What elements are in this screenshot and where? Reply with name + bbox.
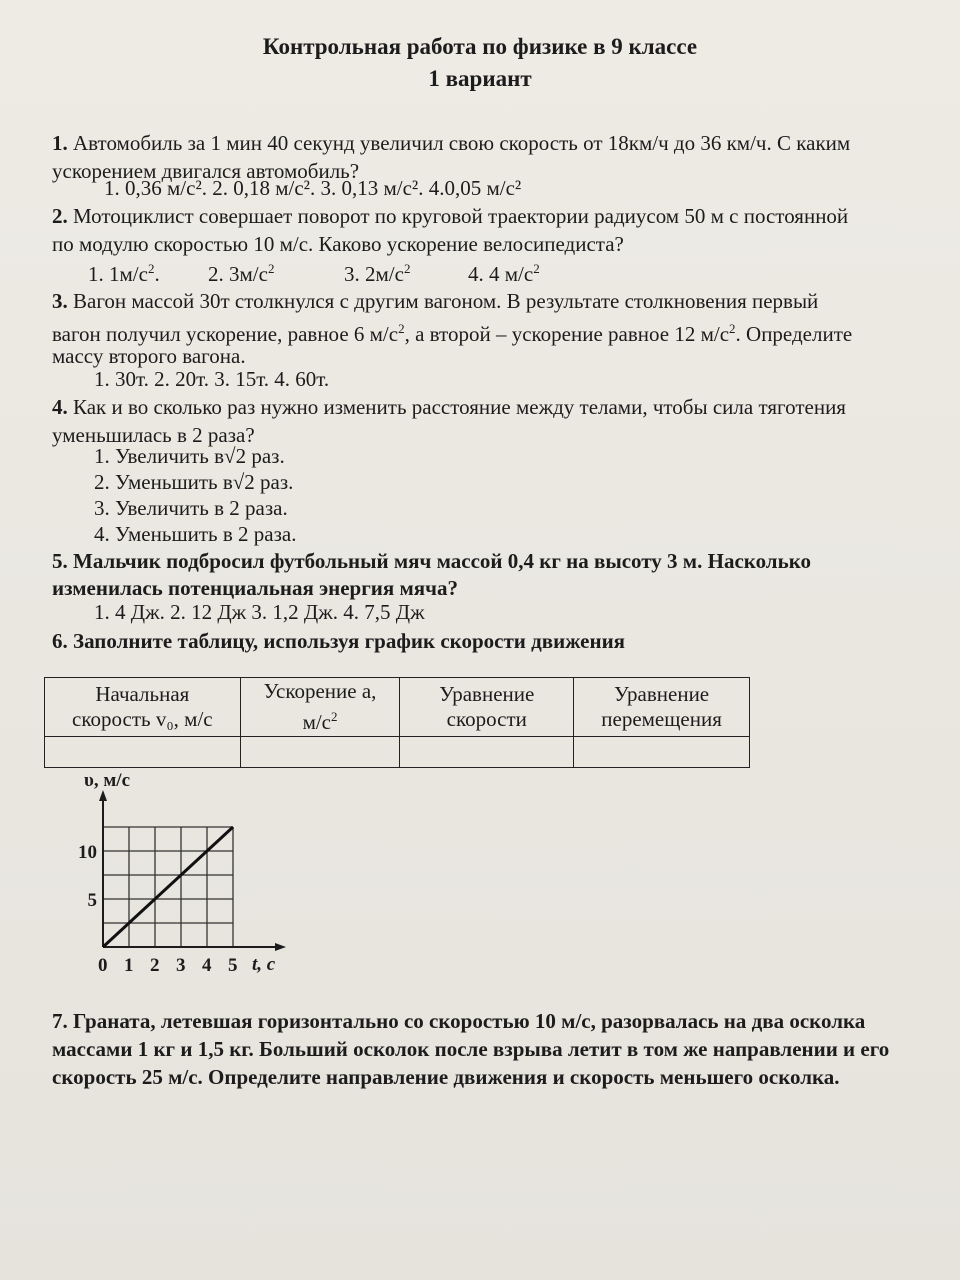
chart-x-ticks (98, 955, 238, 976)
variant-title: 1 вариант (428, 66, 532, 91)
table-cell-velocity-equation[interactable] (400, 737, 574, 768)
q2-text2: по модулю скоростью 10 м/с. Каково ускорение велосипедиста? (52, 232, 624, 256)
q2-text-line1 (52, 203, 848, 229)
y-tick-label: 10 (78, 842, 97, 863)
q7-text2: массами 1 кг и 1,5 кг. Больший осколок после взрыва летит в том же направлении и его (52, 1037, 890, 1061)
q3-text-line1 (52, 288, 818, 314)
q2-answer-2: 2. $3м/с^2$ (208, 261, 275, 286)
x-tick-label: 5 (228, 955, 238, 976)
q2-answer-1: 1. $1м/с^2$. (88, 261, 160, 286)
y-axis-arrow-icon (99, 790, 107, 801)
table-header-acceleration: Ускорение a, $м/с^2$ (240, 678, 400, 737)
x-tick-label: 3 (176, 955, 186, 976)
q4-option-4: 4. Уменьшить в 2 раза. (94, 522, 297, 546)
q5-number: 5. (52, 549, 68, 573)
x-tick-label: 0 (98, 955, 108, 976)
q4-option-2: 2. Уменьшить в√2 раз. (94, 470, 294, 494)
q5-text1: Мальчик подбросил футбольный мяч массой 0,4 кг на высоту 3 м. Насколько (73, 549, 812, 573)
y-tick-label: 5 (87, 890, 97, 911)
q6-text: Заполните таблицу, используя график скорости движения (73, 629, 626, 653)
q1-text-line1 (52, 130, 850, 156)
q4-text1: Как и во сколько раз нужно изменить расстояние между телами, чтобы сила тяготения (73, 395, 846, 419)
table-header-row (45, 678, 750, 737)
q5-text-line1 (52, 548, 811, 574)
velocity-chart (70, 760, 310, 980)
q7-text-line1 (52, 1008, 865, 1034)
q4-number: 4. (52, 395, 68, 419)
q4-text-line1 (52, 394, 846, 420)
q2-answer-3: 3. $2м/с^2$ (344, 261, 411, 286)
q3-answers: 1. 30т. 2. 20т. 3. 15т. 4. 60т. (94, 367, 330, 391)
q2-text1: Мотоциклист совершает поворот по круговой траектории радиусом 50 м с постоянной (73, 204, 849, 228)
q6-number: 6. (52, 629, 68, 653)
q5-text2: изменилась потенциальная энергия мяча? (52, 576, 458, 600)
q3-text3: массу второго вагона. (52, 344, 246, 368)
q1-text2: ускорением двигался автомобиль? (52, 159, 360, 183)
x-tick-label: 1 (124, 955, 134, 976)
q3-text1: Вагон массой 30т столкнулся с другим вагоном. В результате столкновения первый (73, 289, 819, 313)
answer-table (44, 677, 750, 768)
q6-text-line (52, 628, 625, 654)
q3-number: 3. (52, 289, 68, 313)
x-axis-arrow-icon (275, 943, 286, 951)
velocity-series-line (103, 827, 233, 947)
q7-text3: скорость 25 м/с. Определите направление движения и скорость меньшего осколка. (52, 1065, 840, 1089)
x-tick-label: 2 (150, 955, 160, 976)
table-cell-displacement-equation[interactable] (574, 737, 750, 768)
y-axis-label: υ, м/с (84, 770, 131, 791)
q4-text2: уменьшилась в 2 раза? (52, 423, 255, 447)
x-axis-label: t, c (252, 954, 276, 975)
q3-text-line2: вагон получил ускорение, равное 6 $м/с^2$, а второй – ускорение равное 12 $м/с^2$. Определите (52, 321, 853, 346)
q4-option-3: 3. Увеличить в 2 раза. (94, 496, 288, 520)
table-header-displacement-equation: Уравнение перемещения (574, 678, 750, 737)
table-header-initial-velocity: Начальная скорость v₀, м/с (45, 678, 241, 737)
q1-number: 1. (52, 131, 68, 155)
q2-answer-4: 4. 4 $м/с^2$ (468, 261, 540, 286)
q7-text1: Граната, летевшая горизонтально со скоростью 10 м/с, разорвалась на два осколка (73, 1009, 866, 1033)
q5-answers: 1. 4 Дж. 2. 12 Дж 3. 1,2 Дж. 4. 7,5 Дж (94, 600, 425, 624)
q2-number: 2. (52, 204, 68, 228)
x-tick-label: 4 (202, 955, 212, 976)
chart-y-ticks (78, 842, 97, 911)
q1-answers: 1. 0,36 м/с². 2. 0,18 м/с². 3. 0,13 м/с². 4.0,05 м/с² (104, 176, 522, 200)
table-header-velocity-equation: Уравнение скорости (400, 678, 574, 737)
q4-option-1: 1. Увеличить в√2 раз. (94, 444, 285, 468)
page-title: Контрольная работа по физике в 9 классе (262, 34, 698, 59)
q7-number: 7. (52, 1009, 68, 1033)
chart-series (103, 827, 233, 947)
q1-text1: Автомобиль за 1 мин 40 секунд увеличил свою скорость от 18км/ч до 36 км/ч. С каким (73, 131, 851, 155)
